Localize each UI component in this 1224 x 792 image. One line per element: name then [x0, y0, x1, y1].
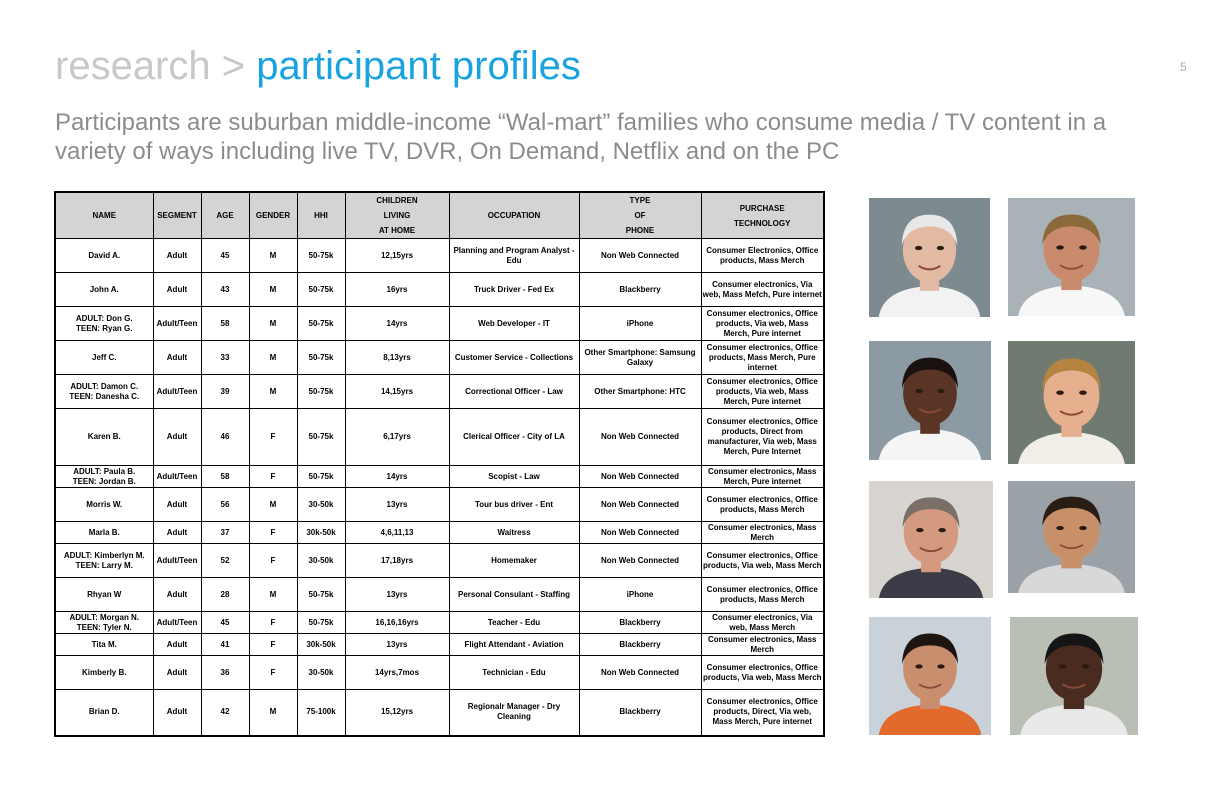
cell-occupation: Planning and Program Analyst - Edu [449, 239, 579, 273]
column-header-gender [249, 192, 297, 239]
cell-occupation: Homemaker [449, 544, 579, 578]
column-header-phone [579, 192, 701, 239]
photo-eye [915, 246, 922, 250]
cell-name: ADULT: Paula B. TEEN: Jordan B. [55, 466, 153, 488]
cell-age: 43 [201, 273, 249, 307]
cell-purchase: Consumer electronics, Office products, Via web, Mass Merch [701, 544, 824, 578]
photo-eye [1079, 390, 1087, 394]
cell-segment: Adult [153, 578, 201, 612]
cell-purchase: Consumer electronics, Mass Merch [701, 634, 824, 656]
table-row [55, 341, 824, 375]
cell-occupation: Personal Consulant - Staffing [449, 578, 579, 612]
cell-segment: Adult/Teen [153, 544, 201, 578]
table-row [55, 522, 824, 544]
page-title [55, 42, 581, 90]
participant-photo [1008, 481, 1135, 593]
cell-gender: M [249, 341, 297, 375]
cell-purchase: Consumer electronics, Office products, Via web, Mass Merch, Pure internet [701, 307, 824, 341]
column-header-purchase [701, 192, 824, 239]
participant-photo [869, 481, 993, 598]
column-header-text: GENDER [255, 211, 291, 220]
cell-age: 58 [201, 307, 249, 341]
column-header-text: OF [634, 211, 646, 220]
cell-name: ADULT: Damon C. TEEN: Danesha C. [55, 375, 153, 409]
cell-purchase: Consumer electronics, Via web, Mass Merch [701, 612, 824, 634]
cell-occupation: Correctional Officer - Law [449, 375, 579, 409]
cell-hhi: 30-50k [297, 488, 345, 522]
cell-segment: Adult/Teen [153, 466, 201, 488]
cell-hhi: 50-75k [297, 307, 345, 341]
cell-gender: F [249, 466, 297, 488]
cell-occupation: Clerical Officer - City of LA [449, 409, 579, 466]
column-header-text: AT HOME [378, 226, 416, 235]
cell-name: Jeff C. [55, 341, 153, 375]
cell-gender: M [249, 578, 297, 612]
cell-purchase: Consumer electronics, Via web, Mass Mefch, Pure internet [701, 273, 824, 307]
cell-occupation: Technician - Edu [449, 656, 579, 690]
cell-segment: Adult [153, 341, 201, 375]
breadcrumb-current: participant profiles [256, 44, 581, 88]
cell-phone: Non Web Connected [579, 544, 701, 578]
cell-hhi: 50-75k [297, 466, 345, 488]
column-header-name [55, 192, 153, 239]
photo-eye [1082, 664, 1090, 668]
table-row [55, 634, 824, 656]
cell-phone: Other Smartphone: HTC [579, 375, 701, 409]
cell-phone: Non Web Connected [579, 488, 701, 522]
cell-hhi: 30-50k [297, 656, 345, 690]
cell-children: 8,13yrs [345, 341, 449, 375]
photo-eye [1056, 245, 1064, 249]
cell-gender: F [249, 409, 297, 466]
cell-purchase: Consumer Electronics, Office products, Mass Merch [701, 239, 824, 273]
cell-gender: F [249, 544, 297, 578]
table-row [55, 544, 824, 578]
table-row [55, 488, 824, 522]
cell-name: ADULT: Morgan N. TEEN: Tyler N. [55, 612, 153, 634]
cell-occupation: Tour bus driver - Ent [449, 488, 579, 522]
cell-segment: Adult/Teen [153, 612, 201, 634]
photo-eye [1079, 526, 1087, 530]
cell-phone: Blackberry [579, 634, 701, 656]
participant-photo [1008, 198, 1135, 316]
cell-children: 15,12yrs [345, 690, 449, 736]
cell-phone: Blackberry [579, 690, 701, 736]
cell-gender: F [249, 612, 297, 634]
photo-eye [937, 389, 944, 393]
cell-gender: M [249, 239, 297, 273]
table-row [55, 239, 824, 273]
cell-name: Tita M. [55, 634, 153, 656]
cell-children: 17,18yrs [345, 544, 449, 578]
cell-hhi: 30-50k [297, 544, 345, 578]
cell-children: 14yrs [345, 466, 449, 488]
photo-eye [938, 528, 945, 532]
cell-hhi: 50-75k [297, 341, 345, 375]
cell-hhi: 75-100k [297, 690, 345, 736]
participant-photo [869, 617, 991, 735]
cell-phone: iPhone [579, 578, 701, 612]
cell-purchase: Consumer electronics, Mass Merch [701, 522, 824, 544]
cell-occupation: Flight Attendant - Aviation [449, 634, 579, 656]
cell-segment: Adult [153, 488, 201, 522]
column-header-text: SEGMENT [157, 211, 197, 220]
cell-age: 42 [201, 690, 249, 736]
column-header-age [201, 192, 249, 239]
cell-occupation: Customer Service - Collections [449, 341, 579, 375]
cell-hhi: 50-75k [297, 273, 345, 307]
cell-segment: Adult/Teen [153, 375, 201, 409]
cell-purchase: Consumer electronics, Office products, Via web, Mass Merch, Pure internet [701, 375, 824, 409]
column-header-hhi [297, 192, 345, 239]
cell-age: 28 [201, 578, 249, 612]
cell-hhi: 50-75k [297, 578, 345, 612]
column-header-text: TECHNOLOGY [734, 218, 791, 228]
cell-name: Kimberly B. [55, 656, 153, 690]
photo-eye [1056, 526, 1064, 530]
table-row [55, 307, 824, 341]
participant-photo [869, 198, 990, 317]
cell-children: 4,6,11,13 [345, 522, 449, 544]
cell-segment: Adult [153, 656, 201, 690]
column-header-text: OCCUPATION [487, 211, 541, 220]
cell-gender: F [249, 634, 297, 656]
cell-name: Karen B. [55, 409, 153, 466]
cell-name: ADULT: Don G. TEEN: Ryan G. [55, 307, 153, 341]
cell-children: 13yrs [345, 488, 449, 522]
cell-gender: M [249, 375, 297, 409]
cell-name: Rhyan W [55, 578, 153, 612]
table-body [55, 239, 824, 736]
cell-name: Brian D. [55, 690, 153, 736]
participant-photo [869, 341, 991, 460]
table-row [55, 656, 824, 690]
cell-hhi: 50-75k [297, 612, 345, 634]
cell-phone: Other Smartphone: Samsung Galaxy [579, 341, 701, 375]
column-header-text: TYPE [629, 196, 651, 205]
cell-children: 14yrs,7mos [345, 656, 449, 690]
cell-phone: Non Web Connected [579, 466, 701, 488]
table-row [55, 375, 824, 409]
cell-hhi: 30k-50k [297, 634, 345, 656]
cell-age: 58 [201, 466, 249, 488]
cell-purchase: Consumer electronics, Office products, Direct, Via web, Mass Merch, Pure internet [701, 690, 824, 736]
cell-segment: Adult [153, 273, 201, 307]
table-row [55, 466, 824, 488]
photo-eye [937, 664, 944, 668]
cell-gender: F [249, 522, 297, 544]
column-header-text: HHI [314, 211, 328, 220]
cell-segment: Adult/Teen [153, 307, 201, 341]
cell-name: ADULT: Kimberlyn M. TEEN: Larry M. [55, 544, 153, 578]
table-row [55, 409, 824, 466]
photo-eye [1059, 664, 1067, 668]
page-number: 5 [1180, 60, 1187, 74]
cell-hhi: 50-75k [297, 239, 345, 273]
cell-phone: Non Web Connected [579, 409, 701, 466]
cell-gender: F [249, 656, 297, 690]
cell-occupation: Truck Driver - Fed Ex [449, 273, 579, 307]
cell-hhi: 30k-50k [297, 522, 345, 544]
cell-phone: Blackberry [579, 273, 701, 307]
cell-age: 37 [201, 522, 249, 544]
cell-age: 46 [201, 409, 249, 466]
cell-purchase: Consumer electronics, Mass Merch, Pure internet [701, 466, 824, 488]
breadcrumb-section: research > [55, 44, 257, 88]
cell-name: Marla B. [55, 522, 153, 544]
cell-gender: M [249, 273, 297, 307]
cell-hhi: 50-75k [297, 375, 345, 409]
cell-name: Morris W. [55, 488, 153, 522]
column-header-text: PHONE [625, 226, 655, 235]
cell-purchase: Consumer electronics, Office products, Mass Merch [701, 578, 824, 612]
cell-age: 56 [201, 488, 249, 522]
column-header-text: NAME [92, 211, 117, 220]
participant-photo [1008, 341, 1135, 464]
column-header-text: LIVING [383, 211, 411, 220]
table-row [55, 578, 824, 612]
cell-gender: M [249, 488, 297, 522]
column-header-segment [153, 192, 201, 239]
photo-eye [915, 664, 922, 668]
column-header-text: PURCHASE [739, 203, 785, 213]
photo-eye [915, 389, 922, 393]
column-header-text: CHILDREN [376, 196, 418, 205]
cell-age: 33 [201, 341, 249, 375]
participant-table [54, 191, 825, 737]
cell-phone: Non Web Connected [579, 522, 701, 544]
cell-occupation: Teacher - Edu [449, 612, 579, 634]
cell-occupation: Web Developer - IT [449, 307, 579, 341]
photo-eye [1079, 245, 1087, 249]
cell-purchase: Consumer electronics, Office products, Via web, Mass Merch [701, 656, 824, 690]
cell-children: 16,16,16yrs [345, 612, 449, 634]
cell-children: 12,15yrs [345, 239, 449, 273]
cell-segment: Adult [153, 522, 201, 544]
cell-age: 41 [201, 634, 249, 656]
cell-children: 13yrs [345, 634, 449, 656]
cell-occupation: Scopist - Law [449, 466, 579, 488]
cell-children: 14,15yrs [345, 375, 449, 409]
table-header-row [55, 192, 824, 239]
cell-name: David A. [55, 239, 153, 273]
photo-eye [937, 246, 944, 250]
cell-children: 6,17yrs [345, 409, 449, 466]
column-header-children [345, 192, 449, 239]
table-row [55, 612, 824, 634]
cell-gender: M [249, 690, 297, 736]
cell-occupation: Waitress [449, 522, 579, 544]
cell-gender: M [249, 307, 297, 341]
participant-photo [1010, 617, 1138, 735]
cell-occupation: Regionalr Manager - Dry Cleaning [449, 690, 579, 736]
column-header-occupation [449, 192, 579, 239]
cell-phone: Non Web Connected [579, 656, 701, 690]
cell-segment: Adult [153, 409, 201, 466]
cell-phone: Non Web Connected [579, 239, 701, 273]
photo-eye [1056, 390, 1064, 394]
page-subtitle: Participants are suburban middle-income “Wal-mart” families who consume media / TV content in a variety of ways including live TV, DVR, On Demand, Netflix and on the PC [55, 109, 1107, 165]
cell-name: John A. [55, 273, 153, 307]
cell-segment: Adult [153, 690, 201, 736]
cell-age: 45 [201, 612, 249, 634]
column-header-text: AGE [216, 211, 234, 220]
cell-purchase: Consumer electronics, Office products, Direct from manufacturer, Via web, Mass Merch, Pure Internet [701, 409, 824, 466]
table-row [55, 273, 824, 307]
cell-phone: Blackberry [579, 612, 701, 634]
cell-purchase: Consumer electronics, Office products, Mass Merch, Pure internet [701, 341, 824, 375]
cell-segment: Adult [153, 634, 201, 656]
cell-purchase: Consumer electronics, Office products, Mass Merch [701, 488, 824, 522]
cell-children: 16yrs [345, 273, 449, 307]
table-row [55, 690, 824, 736]
cell-children: 13yrs [345, 578, 449, 612]
cell-phone: iPhone [579, 307, 701, 341]
cell-segment: Adult [153, 239, 201, 273]
photo-eye [916, 528, 923, 532]
cell-age: 39 [201, 375, 249, 409]
cell-hhi: 50-75k [297, 409, 345, 466]
cell-age: 45 [201, 239, 249, 273]
cell-age: 52 [201, 544, 249, 578]
cell-children: 14yrs [345, 307, 449, 341]
cell-age: 36 [201, 656, 249, 690]
